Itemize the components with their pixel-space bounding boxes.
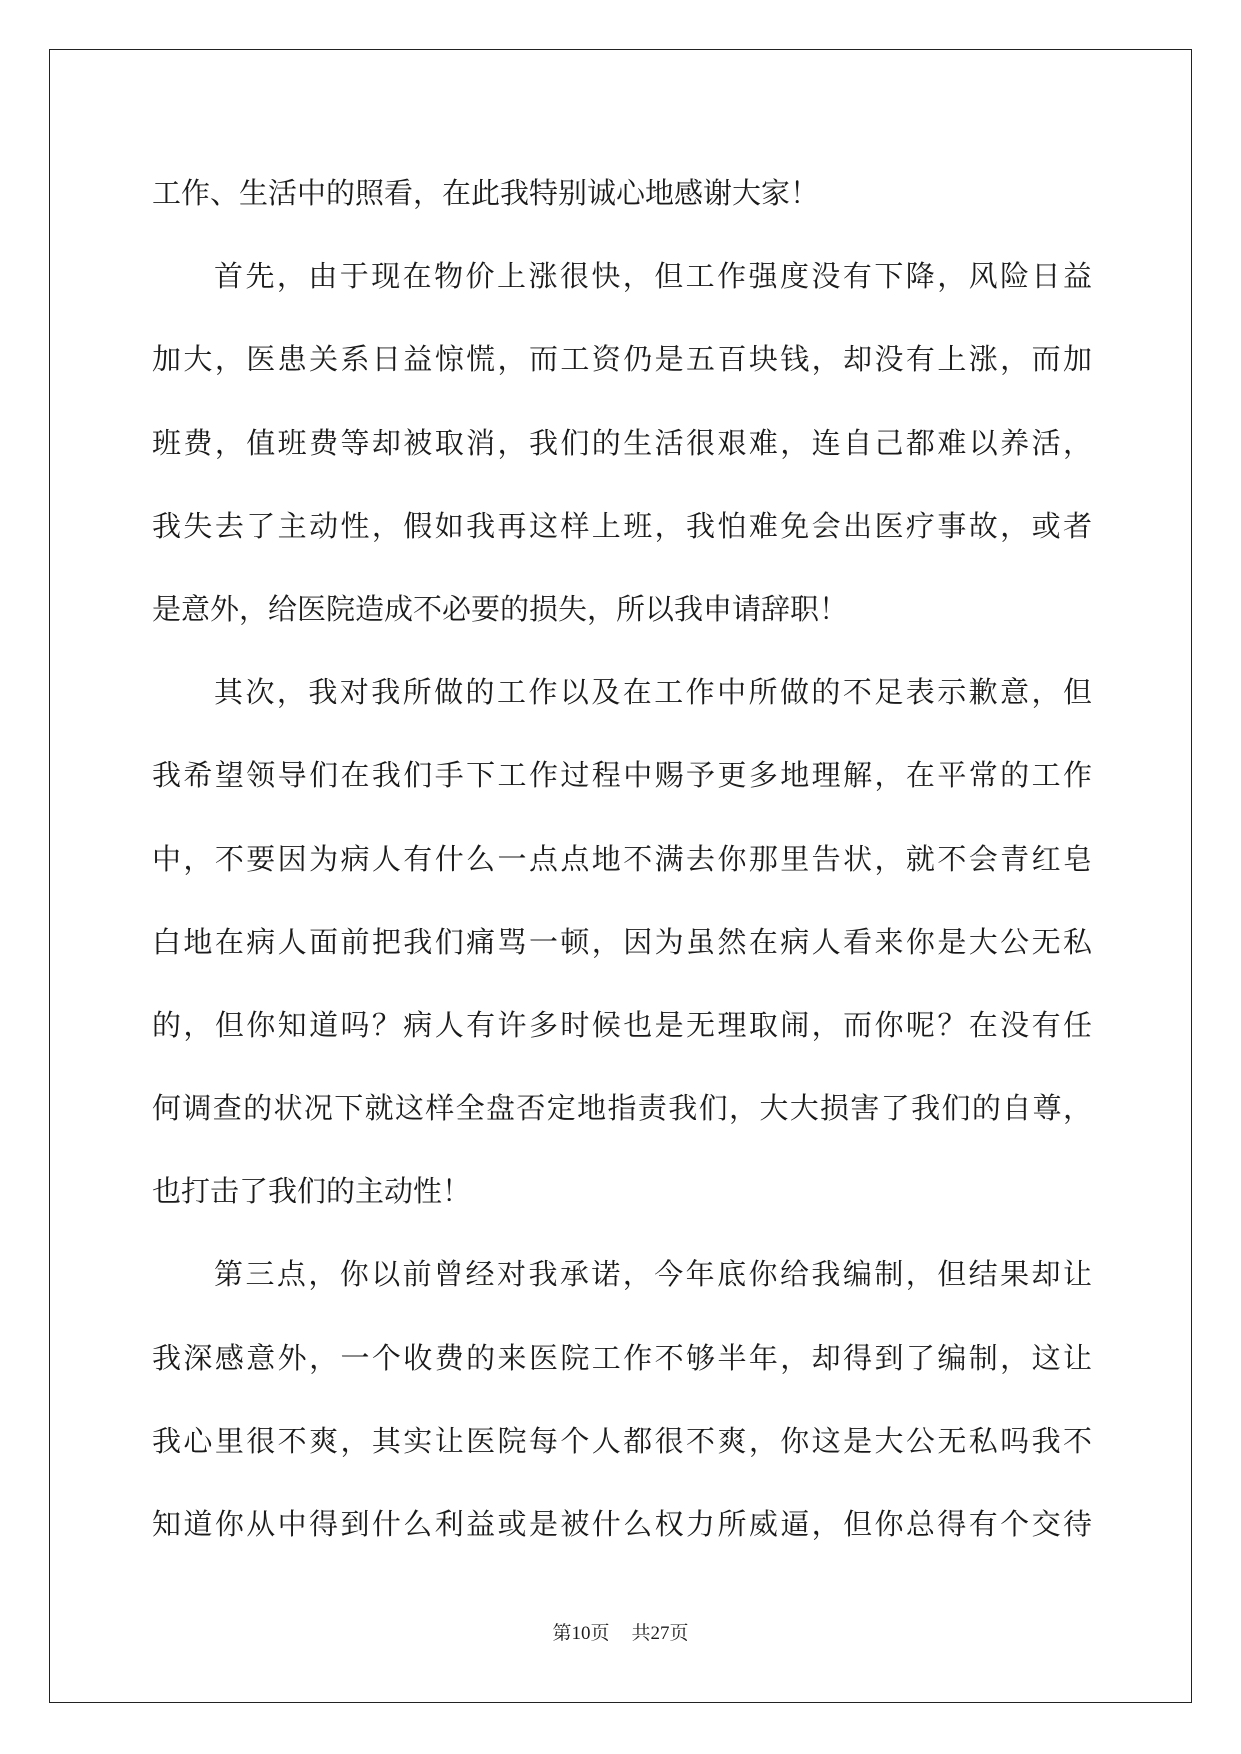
- text-line: 我希望领导们在我们手下工作过程中赐予更多地理解，在平常的工作: [152, 758, 1092, 793]
- text-line: 首先，由于现在物价上涨很快，但工作强度没有下降，风险日益: [214, 259, 1092, 294]
- text-line: 工作、生活中的照看，在此我特别诚心地感谢大家！: [152, 176, 820, 210]
- text-line: 我深感意外，一个收费的来医院工作不够半年，却得到了编制，这让: [152, 1340, 1092, 1375]
- text-line: 我失去了主动性，假如我再这样上班，我怕难免会出医疗事故，或者: [152, 508, 1092, 543]
- text-line: 我心里很不爽，其实让医院每个人都很不爽，你这是大公无私吗我不: [152, 1423, 1092, 1458]
- text-line: 是意外，给医院造成不必要的损失，所以我申请辞职！: [152, 591, 849, 626]
- text-line: 何调查的状况下就这样全盘否定地指责我们，大大损害了我们的自尊，: [152, 1091, 1092, 1126]
- text-line: 中，不要因为病人有什么一点点地不满去你那里告状，就不会青红皂: [152, 841, 1092, 876]
- text-line: 第三点，你以前曾经对我承诺，今年底你给我编制，但结果却让: [214, 1257, 1092, 1292]
- text-line: 加大，医患关系日益惊慌，而工资仍是五百块钱，却没有上涨，而加: [152, 342, 1092, 377]
- text-line: 白地在病人面前把我们痛骂一顿，因为虽然在病人看来你是大公无私: [152, 924, 1092, 959]
- page-number: 第10页: [552, 1623, 610, 1644]
- page-footer: [0, 1618, 1241, 1645]
- text-line: 知道你从中得到什么利益或是被什么权力所威逼，但你总得有个交待: [152, 1507, 1092, 1541]
- document-body: [152, 152, 1092, 1566]
- text-line: 班费，值班费等却被取消，我们的生活很艰难，连自己都难以养活，: [152, 425, 1092, 460]
- total-pages: 共27页: [631, 1623, 689, 1644]
- text-line: 其次，我对我所做的工作以及在工作中所做的不足表示歉意，但: [214, 675, 1092, 710]
- text-line: 的，但你知道吗？病人有许多时候也是无理取闹，而你呢？在没有任: [152, 1007, 1092, 1042]
- text-line: 也打击了我们的主动性！: [152, 1174, 472, 1209]
